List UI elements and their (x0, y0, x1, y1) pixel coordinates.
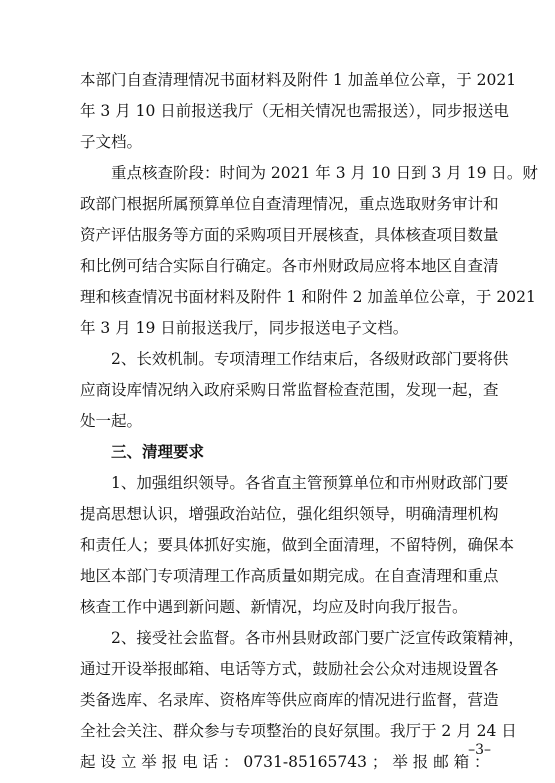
text-line: 年 3 月 10 日前报送我厅（无相关情况也需报送），同步报送电 (80, 102, 510, 120)
text-line: 提高思想认识，增强政治站位，强化组织领导，明确清理机构 (80, 505, 499, 523)
text-line: 全社会关注、群众参与专项整治的良好氛围。我厅于 2 月 24 日 (80, 722, 517, 740)
text-line: 处一起。 (80, 412, 143, 430)
section-heading: 三、清理要求 (111, 443, 205, 461)
text-line: 子文档。 (80, 133, 143, 151)
text-line: 1、加强组织领导。各省直主管预算单位和市州财政部门要 (111, 474, 509, 492)
text-line: 本部门自查清理情况书面材料及附件 1 加盖单位公章，于 2021 (80, 71, 517, 89)
text-line: 和比例可结合实际自行确定。各市州财政局应将本地区自查清 (80, 257, 499, 275)
text-line: 2、长效机制。专项清理工作结束后，各级财政部门要将供 (111, 350, 509, 368)
text-line: 通过开设举报邮箱、电话等方式，鼓励社会公众对违规设置各 (80, 660, 499, 678)
text-line: 理和核查情况书面材料及附件 1 和附件 2 加盖单位公章，于 2021 (80, 288, 536, 306)
text-line: 地区本部门专项清理工作高质量如期完成。在自查清理和重点 (80, 567, 499, 585)
text-line: 年 3 月 19 日前报送我厅，同步报送电子文档。 (80, 319, 409, 337)
text-line: 核查工作中遇到新问题、新情况，均应及时向我厅报告。 (80, 598, 468, 616)
text-line: 类备选库、名录库、资格库等供应商库的情况进行监督，营造 (80, 691, 499, 709)
text-line: 和责任人；要具体抓好实施，做到全面清理，不留特例，确保本 (80, 536, 515, 554)
text-line: 2、接受社会监督。各市州县财政部门要广泛宣传政策精神， (111, 629, 524, 647)
text-line: 起 设 立 举 报 电 话 ： 0731-85165743 ； 举 报 邮 箱 ： (80, 753, 490, 771)
text-line: 重点核查阶段：时间为 2021 年 3 月 10 日到 3 月 19 日。财 (111, 164, 538, 182)
text-line: 政部门根据所属预算单位自查清理情况，重点选取财务审计和 (80, 195, 499, 213)
text-line: 应商设库情况纳入政府采购日常监督检查范围，发现一起，查 (80, 381, 499, 399)
text-line: 资产评估服务等方面的采购项目开展核查，具体核查项目数量 (80, 226, 499, 244)
page-number: –3– (468, 742, 491, 758)
